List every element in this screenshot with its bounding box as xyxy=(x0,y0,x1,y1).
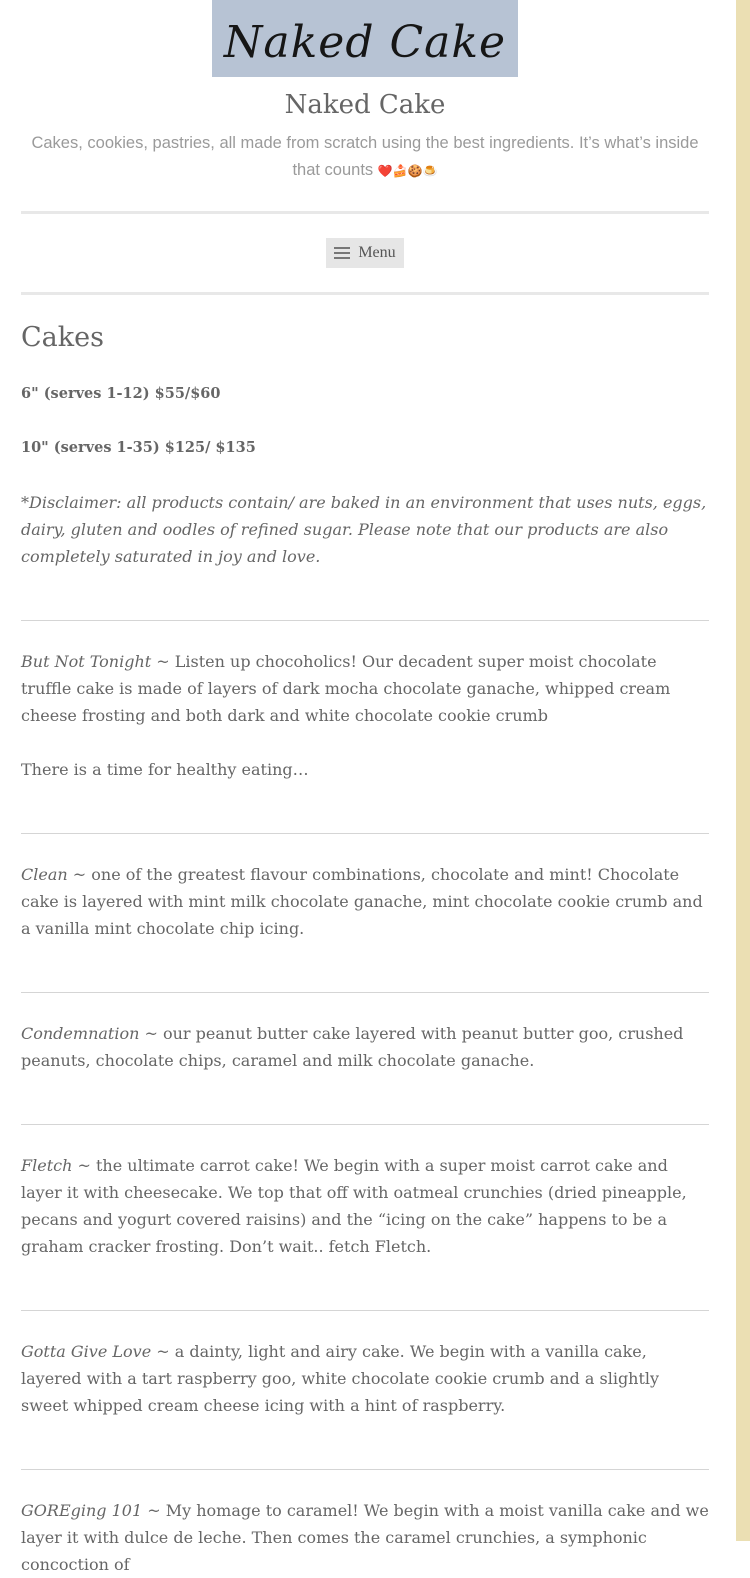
cake-item-condemnation xyxy=(21,1020,711,1074)
menu-button[interactable] xyxy=(326,238,404,268)
divider xyxy=(21,1124,709,1125)
tagline-text: Cakes, cookies, pastries, all made from scratch using the best ingredients. It’s what’s inside that counts xyxy=(31,134,699,179)
site-logo[interactable] xyxy=(212,0,518,77)
site-tagline xyxy=(21,130,709,185)
hamburger-icon xyxy=(334,247,350,259)
cake-description: ~ one of the greatest flavour combinations, chocolate and mint! Chocolate cake is layered with mint milk chocolate ganache, mint chocolate cookie crumb and a vanilla mint chocolate chip icing. xyxy=(21,865,703,938)
cake-item-goreging-101 xyxy=(21,1497,711,1578)
cake-description: ~ our peanut butter cake layered with peanut butter goo, crushed peanuts, chocolate chips, caramel and milk chocolate ganache. xyxy=(21,1024,684,1070)
cake-description: ~ Listen up chocoholics! Our decadent super moist chocolate truffle cake is made of layers of dark mocha chocolate ganache, whipped cream cheese frosting and both dark and white chocolate cookie crumb xyxy=(21,652,671,725)
tagline-emoji: ❤️🍰🍪🍮 xyxy=(377,164,438,178)
cake-name: Gotta Give Love xyxy=(21,1342,152,1361)
cake-note: There is a time for healthy eating… xyxy=(21,760,309,779)
site-title[interactable]: Naked Cake xyxy=(284,90,446,120)
site-logo-text: Naked Cake xyxy=(223,17,507,68)
price-6-inch: 6" (serves 1-12) $55/$60 xyxy=(21,385,221,402)
cake-description: ~ a dainty, light and airy cake. We begin with a vanilla cake, layered with a tart raspberry goo, white chocolate cookie crumb and a slightly sweet whipped cream cheese icing with a hint of raspberry. xyxy=(21,1342,660,1415)
cake-item-gotta-give-love xyxy=(21,1338,711,1419)
cake-name: Fletch xyxy=(21,1156,73,1175)
cake-name: GOREging 101 xyxy=(21,1501,143,1520)
divider xyxy=(21,992,709,993)
header-divider xyxy=(21,211,709,214)
price-10-inch: 10" (serves 1-35) $125/ $135 xyxy=(21,439,256,456)
cake-name: Condemnation xyxy=(21,1024,140,1043)
cake-item-but-not-tonight xyxy=(21,648,711,729)
cake-name: But Not Tonight xyxy=(21,652,152,671)
cake-item-clean xyxy=(21,861,711,942)
page-title: Cakes xyxy=(21,322,104,353)
cake-description: ~ the ultimate carrot cake! We begin with a super moist carrot cake and layer it with cheesecake. We top that off with oatmeal crunchies (dried pineapple, pecans and yogurt covered raisins) and the “icing on the cake” happens to be a graham cracker frosting. Don’t wait.. fetch Fletch. xyxy=(21,1156,687,1256)
divider xyxy=(21,1310,709,1311)
cake-name: Clean xyxy=(21,865,68,884)
menu-label: Menu xyxy=(358,244,396,261)
cake-item-fletch xyxy=(21,1152,711,1260)
divider xyxy=(21,620,709,621)
nav-divider xyxy=(21,292,709,295)
divider xyxy=(21,1469,709,1470)
cake-description: ~ My homage to caramel! We begin with a moist vanilla cake and we layer it with dulce de leche. Then comes the caramel crunchies, a symphonic concoction of xyxy=(21,1501,709,1574)
divider xyxy=(21,833,709,834)
disclaimer: *Disclaimer: all products contain/ are baked in an environment that uses nuts, eggs, dairy, gluten and oodles of refined sugar. Please note that our products are also completely saturated in joy and love. xyxy=(21,493,707,566)
side-stripe xyxy=(736,0,750,1541)
